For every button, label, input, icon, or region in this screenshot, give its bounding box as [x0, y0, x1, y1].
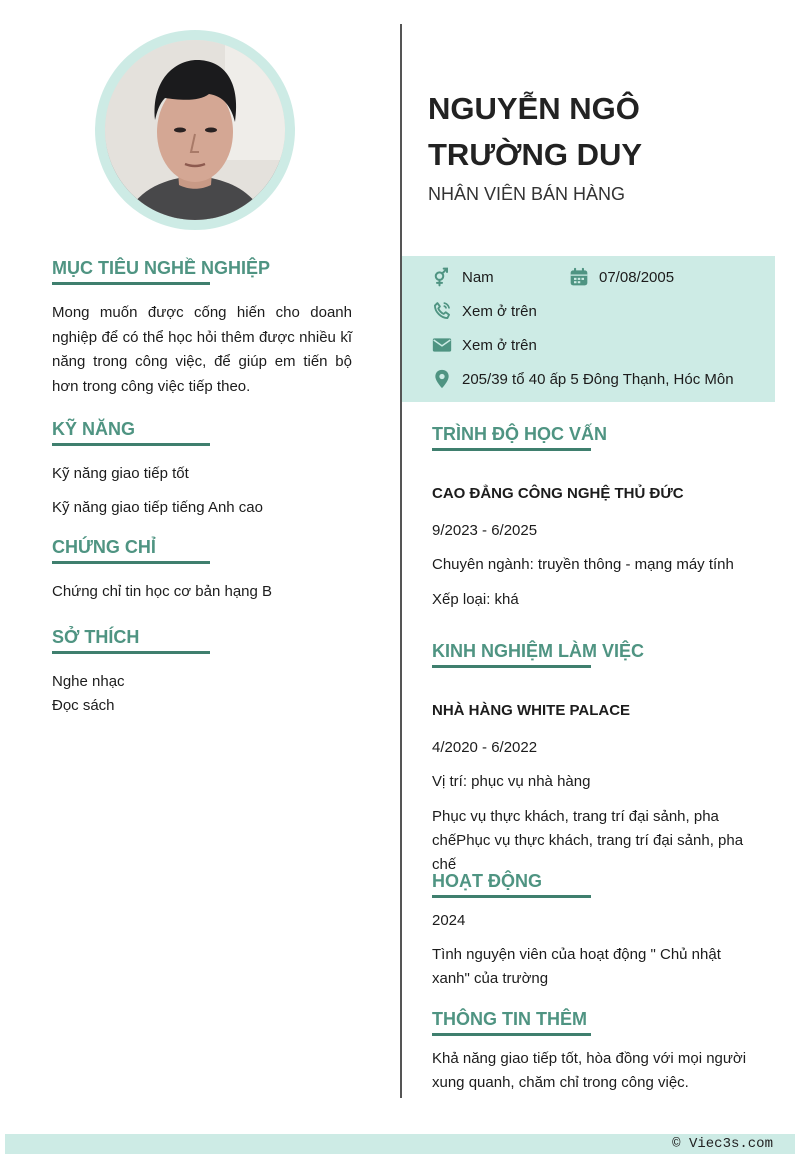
- activities-underline: [432, 895, 591, 898]
- phone-icon: [432, 301, 452, 321]
- education-grade: Xếp loại: khá: [432, 591, 519, 608]
- gender-value: Nam: [462, 268, 494, 286]
- address-value: 205/39 tổ 40 ấp 5 Đông Thạnh, Hóc Môn: [462, 370, 734, 388]
- avatar-frame: [95, 30, 295, 230]
- email-row: [432, 335, 537, 355]
- phone-row: [432, 301, 537, 321]
- footer-bar: [5, 1134, 795, 1154]
- activity-description: Tình nguyện viên của hoạt động " Chủ nhật xanh" của trường: [432, 946, 721, 987]
- additional-title: THÔNG TIN THÊM: [432, 1009, 587, 1029]
- objective-underline: [52, 282, 210, 285]
- gender-icon: [432, 267, 452, 287]
- column-divider: [400, 24, 402, 1098]
- phone-value: Xem ở trên: [462, 302, 537, 320]
- education-underline: [432, 448, 591, 451]
- company-name: NHÀ HÀNG WHITE PALACE: [432, 702, 631, 719]
- experience-position: Vị trí: phục vụ nhà hàng: [432, 773, 591, 790]
- map-pin-icon: [432, 369, 452, 389]
- education-period: 9/2023 - 6/2025: [432, 522, 538, 539]
- hobby-item: Đọc sách: [52, 697, 115, 714]
- additional-underline: [432, 1033, 591, 1036]
- job-title: NHÂN VIÊN BÁN HÀNG: [428, 184, 626, 204]
- school-name: CAO ĐẲNG CÔNG NGHỆ THỦ ĐỨC: [432, 485, 684, 502]
- gender-row: [432, 267, 494, 287]
- skill-item: Kỹ năng giao tiếp tiếng Anh cao: [52, 499, 263, 516]
- education-major: Chuyên ngành: truyền thông - mạng máy tính: [432, 556, 734, 573]
- skills-title: KỸ NĂNG: [52, 419, 136, 439]
- activities-title: HOẠT ĐỘNG: [432, 871, 542, 891]
- birthday-row: [569, 267, 674, 287]
- objective-title: MỤC TIÊU NGHỀ NGHIỆP: [52, 258, 271, 278]
- skills-underline: [52, 443, 210, 446]
- education-title: TRÌNH ĐỘ HỌC VẤN: [432, 424, 607, 444]
- hobby-item: Nghe nhạc: [52, 673, 125, 690]
- activity-year: 2024: [432, 912, 466, 929]
- experience-underline: [432, 665, 591, 668]
- hobbies-underline: [52, 651, 210, 654]
- avatar: [105, 40, 285, 220]
- objective-text: Mong muốn được cống hiến cho doanh nghiệp để có thể học hỏi thêm được nhiều kĩ năng trong công việc, để giúp em tiến bộ hơn trong công việc tiếp theo.: [52, 304, 352, 395]
- envelope-icon: [432, 335, 452, 355]
- additional-text: Khả năng giao tiếp tốt, hòa đồng với mọi người xung quanh, chăm chỉ trong công việc.: [432, 1050, 747, 1091]
- experience-period: 4/2020 - 6/2022: [432, 739, 538, 756]
- certificates-underline: [52, 561, 210, 564]
- experience-description: Phục vụ thực khách, trang trí đại sảnh, pha chếPhục vụ thực khách, trang trí đại sảnh, pha chế: [432, 808, 744, 873]
- calendar-icon: [569, 267, 589, 287]
- hobbies-title: SỞ THÍCH: [52, 627, 140, 647]
- certificate-item: Chứng chỉ tin học cơ bản hạng B: [52, 583, 273, 600]
- footer-credit: © Viec3s.com: [672, 1136, 773, 1152]
- certificates-title: CHỨNG CHỈ: [52, 537, 156, 557]
- email-value: Xem ở trên: [462, 336, 537, 354]
- address-row: [432, 369, 734, 389]
- birthday-value: 07/08/2005: [599, 268, 675, 286]
- skill-item: Kỹ năng giao tiếp tốt: [52, 465, 189, 482]
- candidate-name: NGUYỄN NGÔ TRƯỜNG DUY: [428, 91, 643, 172]
- experience-title: KINH NGHIỆM LÀM VIỆC: [432, 641, 645, 661]
